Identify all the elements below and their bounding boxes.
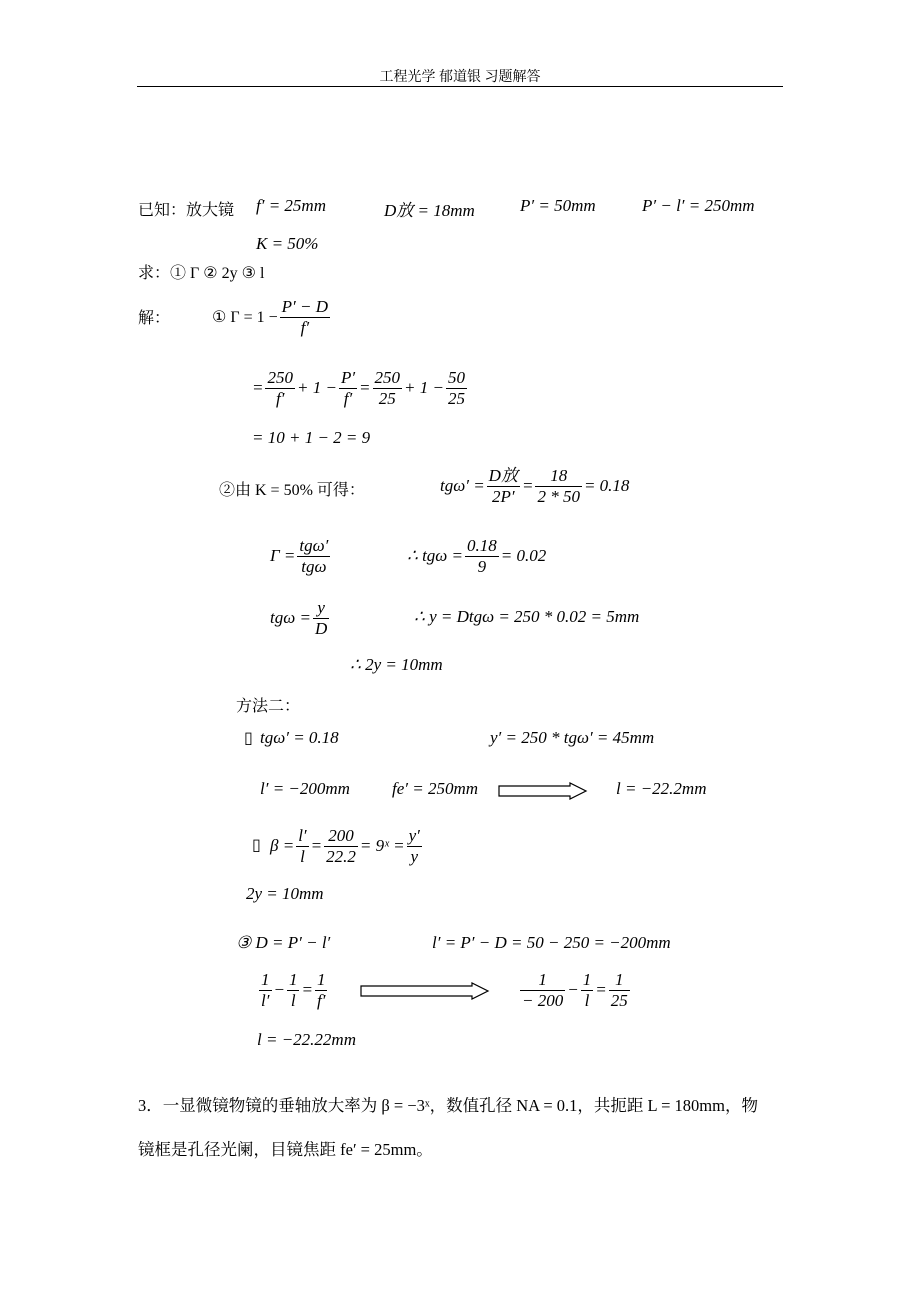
lhs: tgω′ = <box>440 476 485 495</box>
step1-result: = 10 + 1 − 2 = 9 <box>252 428 371 447</box>
den: l <box>290 990 296 1010</box>
header-rule <box>137 86 783 87</box>
num: y′ <box>408 825 420 845</box>
eq: = <box>252 378 264 397</box>
eq: = <box>310 836 323 855</box>
den: 9 <box>477 556 487 576</box>
frac-018-over-9 <box>465 536 499 576</box>
den: y <box>410 846 419 866</box>
frac-P-minus-D-over-f <box>280 297 330 337</box>
right-arrow-icon <box>498 782 588 800</box>
den: l′ <box>261 990 270 1010</box>
lens-eq <box>257 964 329 1016</box>
eq: = <box>359 378 371 397</box>
num: 1 <box>520 970 565 991</box>
frac-1-over-lp <box>259 970 272 1010</box>
eq: = <box>301 980 313 999</box>
frac-1-over-neg200 <box>520 970 565 1010</box>
nine-x: = 9ˣ = <box>359 836 405 855</box>
num: 0.18 <box>467 535 497 555</box>
den: f′ <box>276 388 285 408</box>
num: D放 <box>488 465 518 485</box>
m2-l: l = −22.2mm <box>616 779 707 798</box>
given-P-prime: P′ = 50mm <box>520 196 596 215</box>
step1-line <box>212 292 332 342</box>
den: 25 <box>610 990 628 1010</box>
gamma-eq <box>270 530 332 582</box>
den: 22.2 <box>326 846 356 866</box>
tgw-y-over-D <box>270 592 331 644</box>
den: 2P′ <box>492 486 515 506</box>
den: 25 <box>447 388 465 408</box>
step2-lead: ②由 K = 50% 可得： <box>219 482 365 499</box>
den: f′ <box>316 990 326 1010</box>
frac-200-over-222 <box>324 826 358 866</box>
m2-l-prime: l′ = −200mm <box>260 779 350 798</box>
plus-one-minus: + 1 − <box>404 378 444 397</box>
frac-1-over-25 <box>609 970 630 1010</box>
frac-250-over-25 <box>373 368 403 408</box>
minus: − <box>567 980 579 999</box>
m2-fe: fe′ = 250mm <box>392 779 479 798</box>
frac-50-over-25 <box>446 368 467 408</box>
den: 25 <box>378 388 396 408</box>
frac-yp-over-y <box>407 826 422 866</box>
eq: = <box>595 980 607 999</box>
frac-1-over-fp <box>315 970 328 1010</box>
m2-y-prime: y′ = 250 * tgω′ = 45mm <box>490 728 655 747</box>
right-arrow-icon <box>360 982 490 1000</box>
y-result: ∴ y = Dtgω = 250 * 0.02 = 5mm <box>414 607 640 626</box>
m2-tgw: tgω′ = 0.18 <box>260 728 339 747</box>
num: 50 <box>447 367 465 387</box>
tgw-result-eq <box>407 530 546 582</box>
page-header: 工程光学 郁道银 习题解答 <box>379 70 541 85</box>
lhs: β = <box>270 836 295 855</box>
tgw-prime-eq <box>440 460 629 512</box>
den: f′ <box>343 388 353 408</box>
problem3-line2: 镜框是孔径光阑，目镜焦距 fe′ = 25mm。 <box>138 1140 433 1159</box>
num: tgω′ <box>299 535 329 555</box>
step1-lead: ① Γ = 1 − <box>212 309 278 326</box>
num: 250 <box>374 367 401 387</box>
method2-label: 方法二： <box>236 698 301 715</box>
lens-eq-substituted <box>518 964 632 1016</box>
num: 18 <box>535 466 582 487</box>
frac-den: f′ <box>300 317 310 337</box>
num: 250 <box>267 367 293 387</box>
den: D <box>314 618 328 638</box>
frac-250-over-f <box>265 368 295 408</box>
num: 1 <box>288 969 298 989</box>
given-K: K = 50% <box>256 234 319 253</box>
num: l′ <box>298 825 307 845</box>
given-label: 已知：放大镜 <box>138 202 235 219</box>
m2-bullet-2: ▯ <box>252 837 261 854</box>
m2-2y: 2y = 10mm <box>246 884 324 903</box>
problem3-line1: 3．一显微镜物镜的垂轴放大率为 β = −3ˣ，数值孔径 NA = 0.1，共扼距 L = 180mm，物 <box>138 1096 758 1115</box>
step3-l-prime: l′ = P′ − D = 50 − 250 = −200mm <box>432 933 671 952</box>
frac-lp-over-l <box>296 826 308 866</box>
frac-P-over-f <box>339 368 357 408</box>
num: 1 <box>582 969 592 989</box>
lhs: ∴ tgω = <box>407 546 464 565</box>
den: l <box>300 846 305 866</box>
frac-D-over-2P <box>487 466 520 506</box>
m2-bullet: ▯ <box>244 730 253 747</box>
num: y <box>313 598 329 619</box>
given-f-prime: f′ = 25mm <box>256 196 326 215</box>
num: P′ <box>340 367 356 387</box>
step3-result: l = −22.22mm <box>257 1030 356 1049</box>
frac-num: P′ − D <box>281 296 328 316</box>
given-P-minus-l: P′ − l′ = 250mm <box>642 196 755 215</box>
2y-result: ∴ 2y = 10mm <box>350 655 443 674</box>
given-D: D放 = 18mm <box>384 201 475 220</box>
den: tgω <box>301 556 327 576</box>
result: = 0.02 <box>500 546 547 565</box>
frac-y-over-D <box>313 598 329 638</box>
den: l <box>584 990 590 1010</box>
frac-1-over-l <box>581 970 594 1010</box>
result: = 0.18 <box>583 476 630 495</box>
plus-one-minus: + 1 − <box>296 378 337 397</box>
frac-18-over-100 <box>535 466 582 506</box>
m2-beta-eq <box>270 820 424 872</box>
num: 1 <box>316 969 326 989</box>
step3-D: ③ D = P′ − l′ <box>236 933 331 952</box>
lhs: Γ = <box>270 546 296 565</box>
minus: − <box>273 980 285 999</box>
num: 200 <box>324 826 358 847</box>
lhs: tgω = <box>270 608 311 627</box>
eq: = <box>521 476 534 495</box>
num: 1 <box>609 970 630 991</box>
den: − 200 <box>522 990 564 1010</box>
find-label: 求：① Γ ② 2y ③ l <box>138 265 265 282</box>
frac-1-over-l <box>287 970 300 1010</box>
den: 2 * 50 <box>537 486 580 506</box>
solution-label: 解： <box>138 310 171 327</box>
frac-tgw-ratio <box>297 536 330 576</box>
step1-line2 <box>252 362 469 414</box>
num: 1 <box>261 969 270 989</box>
